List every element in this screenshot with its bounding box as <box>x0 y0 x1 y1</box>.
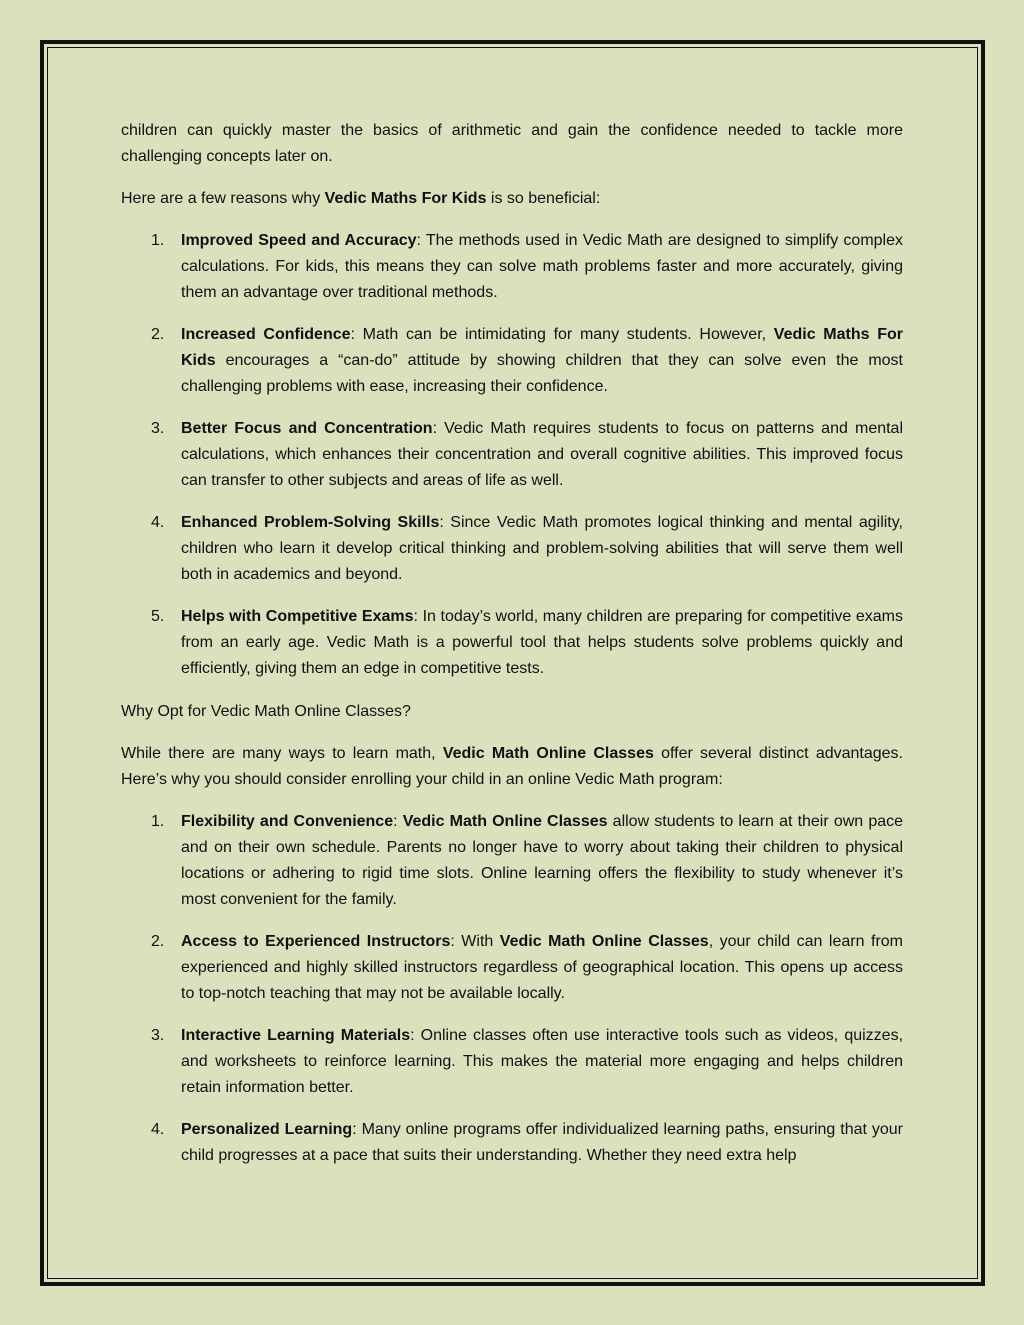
item-title: Personalized Learning <box>181 1121 353 1138</box>
list-number: 3. <box>151 420 165 437</box>
item-text: : The methods used in Vedic Math are designed to simplify complex calculations. For kids, this means they can solve math problems faster and more accurately, giving them an advantage over traditional methods. <box>181 232 903 301</box>
list-item <box>121 416 903 494</box>
item-text: : Many online programs offer individualized learning paths, ensuring that your child progresses at a pace that suits their understanding. Whether they need extra help <box>181 1121 904 1164</box>
advantages-list <box>121 809 903 1169</box>
item-title: Interactive Learning Materials <box>181 1027 411 1044</box>
item-text-continued: allow students to learn at their own pace and on their own schedule. Parents no longer have to worry about taking their children to physical locations or adhering to rigid time slots. Online learning offers the flexibility to study whenever it’s most convenient for the family. <box>181 813 904 908</box>
reasons-intro-pre: Here are a few reasons why <box>121 190 325 207</box>
list-item <box>121 1023 903 1101</box>
list-number: 3. <box>151 1027 165 1044</box>
why-intro <box>121 741 903 793</box>
reasons-intro <box>121 186 903 212</box>
list-item <box>121 510 903 588</box>
why-intro-keyword: Vedic Math Online Classes <box>442 745 654 762</box>
section-heading: Why Opt for Vedic Math Online Classes? <box>121 703 411 720</box>
list-number: 4. <box>151 514 165 531</box>
item-title: Better Focus and Concentration <box>181 420 433 437</box>
item-text: : Since Vedic Math promotes logical thinking and mental agility, children who learn it develop critical thinking and problem-solving abilities that will serve them well both in academics and beyond. <box>181 514 904 583</box>
list-number: 5. <box>151 608 165 625</box>
item-title: Enhanced Problem-Solving Skills <box>181 514 440 531</box>
reasons-intro-post: is so beneficial: <box>486 190 601 207</box>
why-intro-pre: While there are many ways to learn math, <box>121 745 443 762</box>
item-text: : Vedic Math requires students to focus on patterns and mental calculations, which enhances their concentration and overall cognitive abilities. This improved focus can transfer to other subjects and areas of life as well. <box>181 420 904 489</box>
list-item <box>121 604 903 682</box>
intro-continuation: children can quickly master the basics of arithmetic and gain the confidence needed to tackle more challenging concepts later on. <box>121 122 903 165</box>
item-text: : In today’s world, many children are preparing for competitive exams from an early age. Vedic Math is a powerful tool that helps students solve problems quickly and efficiently, giving them an edge in competitive tests. <box>181 608 903 677</box>
reasons-intro-keyword: Vedic Maths For Kids <box>324 190 487 207</box>
item-text: : With <box>450 933 500 950</box>
list-item <box>121 322 903 400</box>
item-keyword: Vedic Math Online Classes <box>402 813 608 830</box>
item-text: : <box>393 813 403 830</box>
list-number: 2. <box>151 933 165 950</box>
list-item <box>121 228 903 306</box>
list-number: 4. <box>151 1121 165 1138</box>
why-intro-post: offer several distinct advantages. Here’s why you should consider enrolling your child in an online Vedic Math program: <box>121 745 904 788</box>
list-number: 1. <box>151 813 165 830</box>
item-title: Improved Speed and Accuracy <box>181 232 417 249</box>
list-item <box>121 929 903 1007</box>
document-body <box>121 118 903 1186</box>
item-title: Flexibility and Convenience <box>181 813 394 830</box>
list-item <box>121 809 903 913</box>
item-title: Increased Confidence <box>181 326 351 343</box>
list-number: 1. <box>151 232 165 249</box>
list-number: 2. <box>151 326 165 343</box>
item-text-continued: encourages a “can-do” attitude by showing children that they can solve even the most challenging problems with ease, increasing their confidence. <box>181 352 903 395</box>
item-keyword: Vedic Math Online Classes <box>499 933 709 950</box>
item-text: : Online classes often use interactive tools such as videos, quizzes, and worksheets to reinforce learning. This makes the material more engaging and helps children retain information better. <box>181 1027 904 1096</box>
list-item <box>121 1117 903 1169</box>
item-keyword: Vedic Maths For Kids <box>181 326 903 369</box>
item-title: Helps with Competitive Exams <box>181 608 414 625</box>
item-title: Access to Experienced Instructors <box>181 933 451 950</box>
benefits-list <box>121 228 903 682</box>
item-text-continued: , your child can learn from experienced and highly skilled instructors regardless of geographical location. This opens up access to top-notch teaching that may not be available locally. <box>181 933 903 1002</box>
item-text: : Math can be intimidating for many students. However, <box>350 326 774 343</box>
